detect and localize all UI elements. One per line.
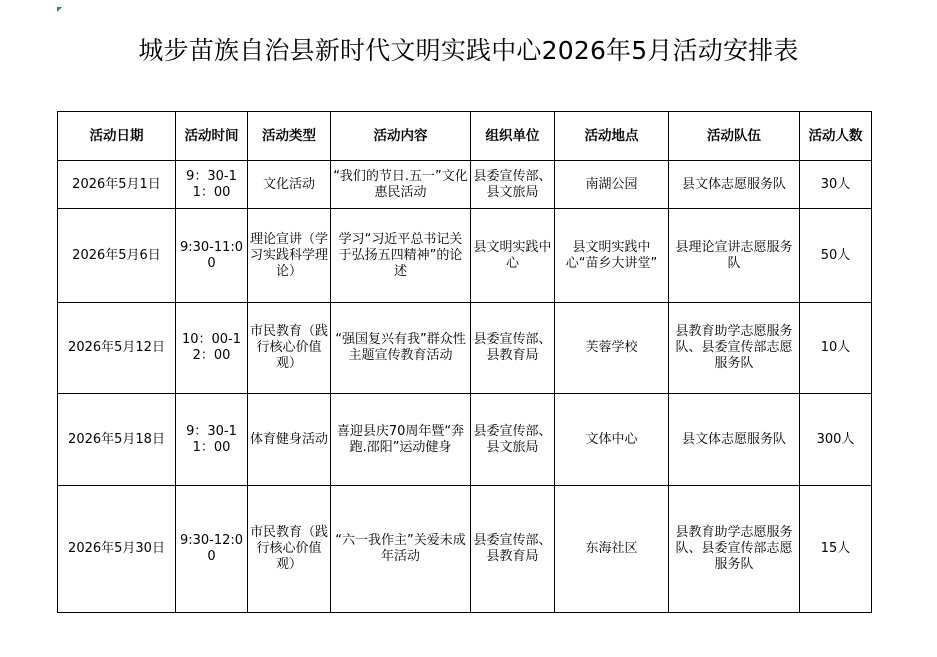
table-row	[58, 161, 872, 209]
cell-date: 2026年5月30日	[58, 486, 176, 613]
header-location: 活动地点	[555, 112, 669, 161]
cell-count: 10人	[800, 303, 872, 394]
cell-content: “我们的节日.五一”文化惠民活动	[331, 161, 471, 209]
table-row	[58, 486, 872, 613]
page-title: 城步苗族自治县新时代文明实践中心2026年5月活动安排表	[138, 36, 799, 65]
cell-date: 2026年5月18日	[58, 394, 176, 486]
table-row	[58, 303, 872, 394]
cell-type: 理论宣讲（学习实践科学理论）	[248, 209, 331, 303]
cell-time: 9:30-11:00	[176, 209, 248, 303]
cell-type: 体育健身活动	[248, 394, 331, 486]
cell-count: 50人	[800, 209, 872, 303]
header-date: 活动日期	[58, 112, 176, 161]
schedule-table	[57, 111, 872, 613]
cell-date: 2026年5月6日	[58, 209, 176, 303]
header-team: 活动队伍	[669, 112, 800, 161]
header-org: 组织单位	[471, 112, 555, 161]
table-header-row	[58, 112, 872, 161]
header-count: 活动人数	[800, 112, 872, 161]
header-content: 活动内容	[331, 112, 471, 161]
table-row	[58, 209, 872, 303]
cell-org: 县委宣传部、县教育局	[471, 303, 555, 394]
corner-marker	[57, 7, 62, 12]
cell-count: 300人	[800, 394, 872, 486]
cell-location: 南湖公园	[555, 161, 669, 209]
cell-content: 喜迎县庆70周年暨“奔跑.邵阳”运动健身	[331, 394, 471, 486]
cell-org: 县委宣传部、县文旅局	[471, 161, 555, 209]
cell-location: 文体中心	[555, 394, 669, 486]
cell-org: 县委宣传部、县教育局	[471, 486, 555, 613]
cell-team: 县教育助学志愿服务队、县委宣传部志愿服务队	[669, 486, 800, 613]
cell-count: 15人	[800, 486, 872, 613]
cell-date: 2026年5月12日	[58, 303, 176, 394]
cell-team: 县理论宣讲志愿服务队	[669, 209, 800, 303]
cell-time: 9：30-11：00	[176, 394, 248, 486]
cell-content: “六一我作主”关爱未成年活动	[331, 486, 471, 613]
header-type: 活动类型	[248, 112, 331, 161]
cell-location: 芙蓉学校	[555, 303, 669, 394]
cell-org: 县委宣传部、县文旅局	[471, 394, 555, 486]
table-row	[58, 394, 872, 486]
cell-content: 学习“习近平总书记关于弘扬五四精神”的论述	[331, 209, 471, 303]
cell-team: 县教育助学志愿服务队、县委宣传部志愿服务队	[669, 303, 800, 394]
cell-type: 市民教育（践行核心价值观）	[248, 303, 331, 394]
cell-time: 9：30-11：00	[176, 161, 248, 209]
cell-count: 30人	[800, 161, 872, 209]
cell-team: 县文体志愿服务队	[669, 161, 800, 209]
cell-content: “强国复兴有我”群众性主题宣传教育活动	[331, 303, 471, 394]
header-time: 活动时间	[176, 112, 248, 161]
cell-time: 10：00-12：00	[176, 303, 248, 394]
cell-org: 县文明实践中心	[471, 209, 555, 303]
cell-team: 县文体志愿服务队	[669, 394, 800, 486]
cell-type: 文化活动	[248, 161, 331, 209]
cell-location: 县文明实践中心“苗乡大讲堂”	[555, 209, 669, 303]
cell-time: 9:30-12:00	[176, 486, 248, 613]
cell-date: 2026年5月1日	[58, 161, 176, 209]
cell-type: 市民教育（践行核心价值观）	[248, 486, 331, 613]
cell-location: 东海社区	[555, 486, 669, 613]
